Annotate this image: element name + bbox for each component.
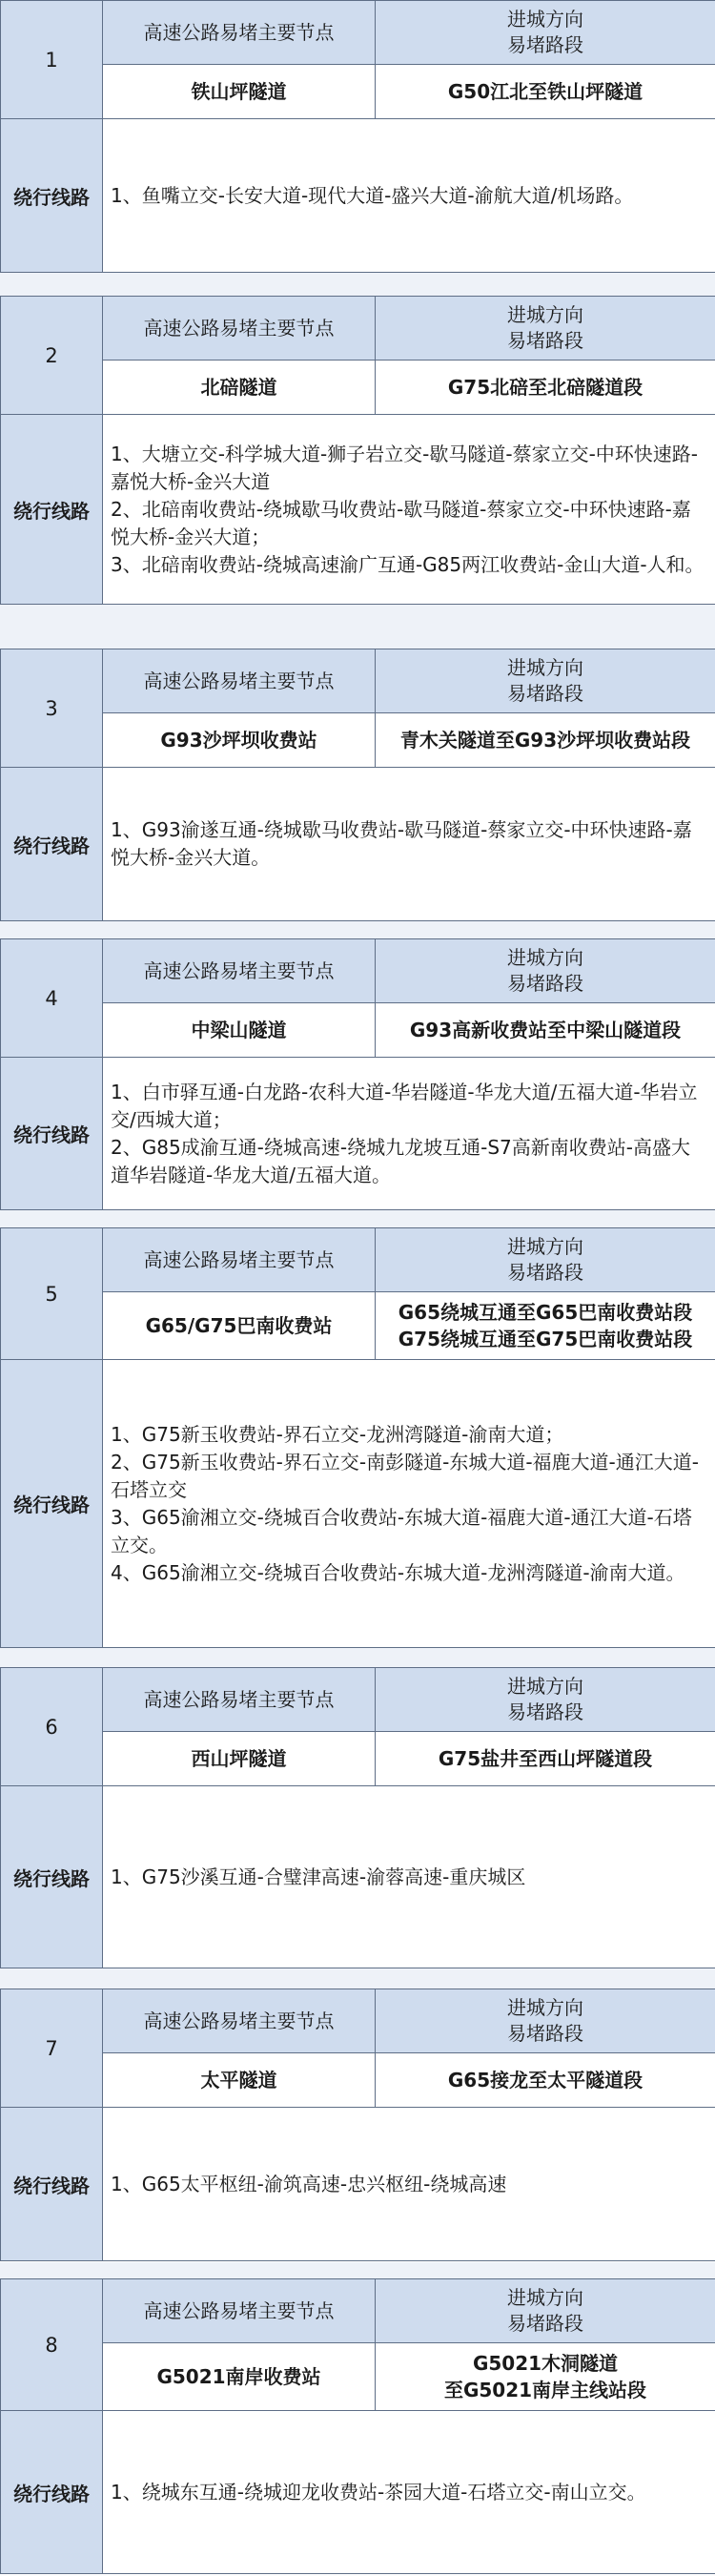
route-table [0, 649, 715, 921]
route-table [0, 938, 715, 1210]
route-table [0, 1227, 715, 1648]
route-list [103, 768, 715, 921]
direction-header-line1: 进城方向 [507, 946, 583, 969]
entry-index: 7 [1, 1989, 103, 2108]
segment-value [376, 1732, 715, 1786]
segment-value [376, 2053, 715, 2108]
route-item: 1、鱼嘴立交-长安大道-现代大道-盛兴大道-渝航大道/机场路。 [111, 183, 634, 207]
direction-header-line2: 易堵路段 [507, 33, 583, 56]
route-label: 绕行线路 [1, 1360, 103, 1648]
node-value: 铁山坪隧道 [103, 65, 376, 119]
node-value: G65/G75巴南收费站 [103, 1292, 376, 1360]
route-table [0, 0, 715, 273]
entry-index: 8 [1, 2279, 103, 2411]
direction-header [376, 1668, 715, 1732]
route-table [0, 1667, 715, 1968]
route-block-5 [0, 1227, 715, 1648]
segment-value [376, 2343, 715, 2411]
direction-header [376, 297, 715, 361]
route-item: 1、G65太平枢纽-渝筑高速-忠兴枢纽-绕城高速 [111, 2172, 507, 2195]
route-item: 3、G65渝湘立交-绕城百合收费站-东城大道-福鹿大道-通江大道-石塔立交。 [111, 1505, 692, 1556]
direction-header-line2: 易堵路段 [507, 329, 583, 352]
direction-header-line1: 进城方向 [507, 1235, 583, 1258]
route-list [103, 2411, 715, 2574]
route-block-2 [0, 296, 715, 605]
route-label: 绕行线路 [1, 415, 103, 605]
segment-line: G75绕城互通至G75巴南收费站段 [398, 1328, 693, 1350]
route-list [103, 2108, 715, 2261]
direction-header [376, 2279, 715, 2343]
direction-header-line2: 易堵路段 [507, 2022, 583, 2045]
node-header: 高速公路易堵主要节点 [103, 297, 376, 361]
route-block-4 [0, 938, 715, 1210]
entry-index: 1 [1, 1, 103, 119]
segment-value [376, 361, 715, 415]
segment-value [376, 1292, 715, 1360]
route-item: 2、G75新玉收费站-界石立交-南彭隧道-东城大道-福鹿大道-通江大道-石塔立交 [111, 1450, 699, 1501]
route-block-3 [0, 649, 715, 921]
route-label: 绕行线路 [1, 768, 103, 921]
node-value: 中梁山隧道 [103, 1003, 376, 1058]
direction-header [376, 1, 715, 65]
node-header: 高速公路易堵主要节点 [103, 1989, 376, 2053]
node-value: 西山坪隧道 [103, 1732, 376, 1786]
segment-line: G65绕城互通至G65巴南收费站段 [398, 1301, 693, 1324]
route-item: 3、北碚南收费站-绕城高速渝广互通-G85两江收费站-金山大道-人和。 [111, 552, 705, 576]
route-label: 绕行线路 [1, 1786, 103, 1968]
direction-header-line1: 进城方向 [507, 2286, 583, 2309]
route-list [103, 1360, 715, 1648]
route-item: 1、白市驿互通-白龙路-农科大道-华岩隧道-华龙大道/五福大道-华岩立交/西城大道； [111, 1080, 698, 1131]
node-value: G5021南岸收费站 [103, 2343, 376, 2411]
segment-line: G50江北至铁山坪隧道 [447, 80, 644, 103]
route-item: 1、G75沙溪互通-合璧津高速-渝蓉高速-重庆城区 [111, 1865, 526, 1888]
route-block-8 [0, 2278, 715, 2574]
segment-value [376, 713, 715, 768]
direction-header-line2: 易堵路段 [507, 972, 583, 995]
segment-line: 至G5021南岸主线站段 [443, 2379, 647, 2401]
segment-line: G93高新收费站至中梁山隧道段 [409, 1019, 682, 1041]
entry-index: 2 [1, 297, 103, 415]
route-item: 1、绕城东互通-绕城迎龙收费站-茶园大道-石塔立交-南山立交。 [111, 2480, 646, 2504]
segment-line: G75盐井至西山坪隧道段 [438, 1747, 653, 1770]
node-value: G93沙坪坝收费站 [103, 713, 376, 768]
node-header: 高速公路易堵主要节点 [103, 1228, 376, 1292]
segment-line: G5021木洞隧道 [472, 2352, 619, 2375]
route-label: 绕行线路 [1, 119, 103, 273]
route-item: 1、G93渝遂互通-绕城歇马收费站-歇马隧道-蔡家立交-中环快速路-嘉悦大桥-金兴大道。 [111, 818, 692, 869]
entry-index: 4 [1, 939, 103, 1058]
route-block-1 [0, 0, 715, 273]
direction-header-line1: 进城方向 [507, 656, 583, 679]
route-item: 1、大塘立交-科学城大道-狮子岩立交-歇马隧道-蔡家立交-中环快速路-嘉悦大桥-金兴大道 [111, 442, 699, 493]
route-list [103, 119, 715, 273]
direction-header-line1: 进城方向 [507, 1996, 583, 2019]
direction-header [376, 939, 715, 1003]
node-header: 高速公路易堵主要节点 [103, 1, 376, 65]
route-label: 绕行线路 [1, 2411, 103, 2574]
route-table [0, 2278, 715, 2574]
direction-header [376, 649, 715, 713]
segment-value [376, 65, 715, 119]
entry-index: 5 [1, 1228, 103, 1360]
direction-header-line2: 易堵路段 [507, 682, 583, 705]
route-block-6 [0, 1667, 715, 1968]
segment-line: G65接龙至太平隧道段 [447, 2069, 644, 2092]
direction-header-line1: 进城方向 [507, 1675, 583, 1698]
direction-header-line1: 进城方向 [507, 8, 583, 31]
route-table [0, 296, 715, 605]
node-value: 太平隧道 [103, 2053, 376, 2108]
direction-header [376, 1228, 715, 1292]
block-separator [0, 2262, 715, 2278]
route-item: 4、G65渝湘立交-绕城百合收费站-东城大道-龙洲湾隧道-渝南大道。 [111, 1560, 685, 1584]
node-header: 高速公路易堵主要节点 [103, 939, 376, 1003]
route-item: 2、G85成渝互通-绕城高速-绕城九龙坡互通-S7高新南收费站-高盛大道华岩隧道-华龙大道/五福大道。 [111, 1135, 690, 1186]
entry-index: 3 [1, 649, 103, 768]
route-item: 1、G75新玉收费站-界石立交-龙洲湾隧道-渝南大道； [111, 1422, 564, 1446]
direction-header [376, 1989, 715, 2053]
direction-header-line2: 易堵路段 [507, 2312, 583, 2335]
direction-header-line2: 易堵路段 [507, 1261, 583, 1284]
route-block-7 [0, 1989, 715, 2261]
segment-line: G75北碚至北碚隧道段 [447, 376, 644, 399]
direction-header-line1: 进城方向 [507, 303, 583, 326]
node-value: 北碚隧道 [103, 361, 376, 415]
route-list [103, 1058, 715, 1210]
node-header: 高速公路易堵主要节点 [103, 1668, 376, 1732]
segment-value [376, 1003, 715, 1058]
route-label: 绕行线路 [1, 2108, 103, 2261]
route-list [103, 1786, 715, 1968]
direction-header-line2: 易堵路段 [507, 1700, 583, 1723]
node-header: 高速公路易堵主要节点 [103, 2279, 376, 2343]
node-header: 高速公路易堵主要节点 [103, 649, 376, 713]
route-label: 绕行线路 [1, 1058, 103, 1210]
route-table [0, 1989, 715, 2261]
route-item: 2、北碚南收费站-绕城歇马收费站-歇马隧道-蔡家立交-中环快速路-嘉悦大桥-金兴大道； [111, 497, 691, 548]
route-list [103, 415, 715, 605]
segment-line: 青木关隧道至G93沙坪坝收费站段 [399, 729, 691, 752]
entry-index: 6 [1, 1668, 103, 1786]
